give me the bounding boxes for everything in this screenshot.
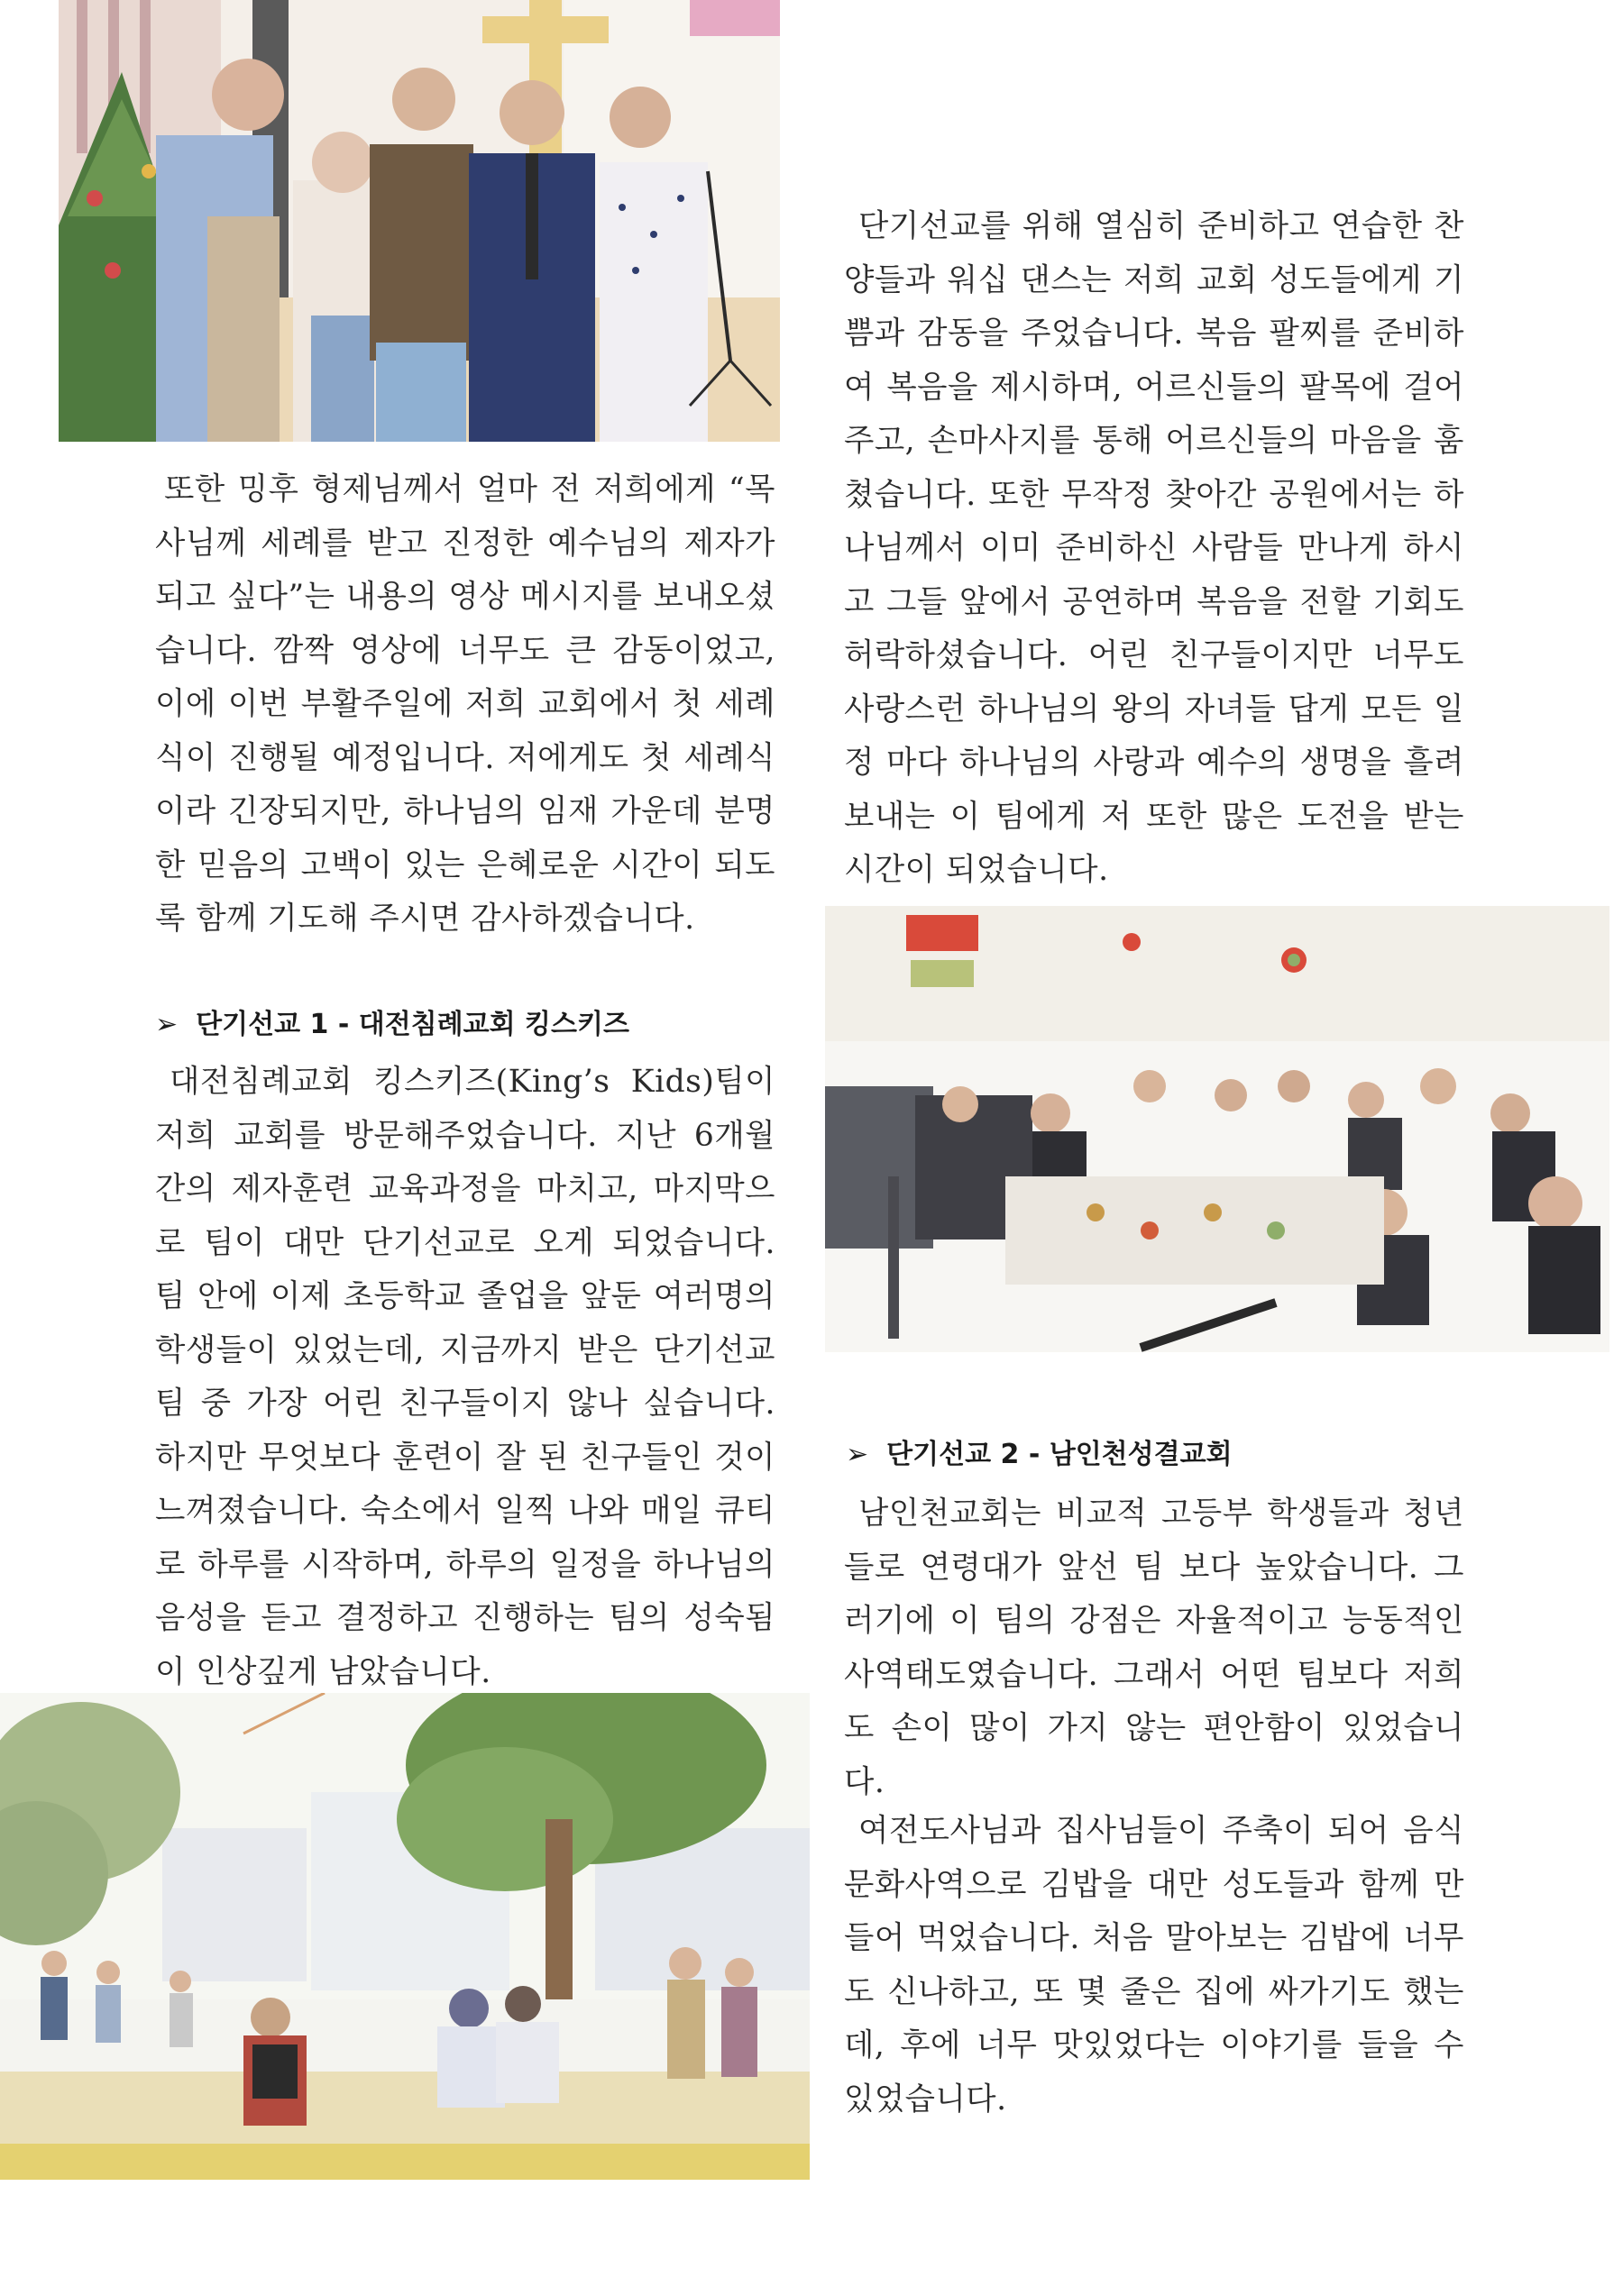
section-heading-kings-kids	[155, 1007, 786, 1043]
park-performance-photo	[0, 1693, 810, 2180]
left-paragraph-baptism: 또한 밍후 형제님께서 얼마 전 저희에게 “목사님께 세례를 받고 진정한 예수님의 제자가 되고 싶다”는 내용의 영상 메시지를 보내오셨습니다. 깜짝 영상에 너무도 큰 감동이었고, 이에 이번 부활주일에 저희 교회에서 첫 세례식이 진행될 예정입니다. 저에게도 첫 세례식이라 긴장되지만, 하나님의 임재 가운데 분명한 믿음의 고백이 있는 은혜로운 시간이 되도록 함께 기도해 주시면 감사하겠습니다.	[155, 471, 775, 937]
right-paragraph-kimbap: 여전도사님과 집사님들이 주축이 되어 음식 문화사역으로 김밥을 대만 성도들과 함께 만들어 먹었습니다. 처음 말아보는 김밥에 너무도 신나하고, 또 몇 줄은 집에 싸가기도 했는데, 후에 너무 맛있었다는 이야기를 들을 수 있었습니다.	[844, 1813, 1464, 2118]
section-heading-text: 단기선교 2 - 남인천성결교회	[886, 1439, 1233, 1470]
right-paragraph-nam-incheon: 남인천교회는 비교적 고등부 학생들과 청년들로 연령대가 앞선 팀 보다 높았습니다. 그러기에 이 팀의 강점은 자율적이고 능동적인 사역태도였습니다. 그래서 어떤 팀보다 저희도 손이 많이 가지 않는 편안함이 있었습니다.	[844, 1496, 1464, 1800]
arrow-bullet-icon: ➢	[155, 1009, 179, 1040]
right-paragraph-worship: 단기선교를 위해 열심히 준비하고 연습한 찬양들과 워십 댄스는 저희 교회 성도들에게 기쁨과 감동을 주었습니다. 복음 팔찌를 준비하여 복음을 제시하며, 어르신들의 팔목에 걸어주고, 손마사지를 통해 어르신들의 마음을 훔쳤습니다. 또한 무작정 찾아간 공원에서는 하나님께서 이미 준비하신 사람들 만나게 하시고 그들 앞에서 공연하며 복음을 전할 기회도 허락하셨습니다. 어린 친구들이지만 너무도 사랑스런 하나님의 왕의 자녀들 답게 모든 일정 마다 하나님의 사랑과 예수의 생명을 흘려 보내는 이 팀에게 저 또한 많은 도전을 받는 시간이 되었습니다.	[844, 208, 1464, 888]
section-heading-text: 단기선교 1 - 대전침례교회 킹스키즈	[196, 1009, 629, 1040]
left-paragraph-kings-kids: 대전침례교회 킹스키즈(King’s Kids)팀이 저희 교회를 방문해주었습니다. 지난 6개월간의 제자훈련 교육과정을 마치고, 마지막으로 팀이 대만 단기선교로 오게 되었습니다. 팀 안에 이제 초등학교 졸업을 앞둔 여러명의 학생들이 있었는데, 지금까지 받은 단기선교팀 중 가장 어린 친구들이지 않나 싶습니다. 하지만 무엇보다 훈련이 잘 된 친구들인 것이 느껴졌습니다. 숙소에서 일찍 나와 매일 큐티로 하루를 시작하며, 하루의 일정을 하나님의 음성을 듣고 결정하고 진행하는 팀의 성숙됨이 인상깊게 남았습니다.	[155, 1064, 775, 1690]
arrow-bullet-icon: ➢	[846, 1439, 869, 1470]
fellowship-meal-photo	[825, 906, 1609, 1352]
section-heading-nam-incheon	[846, 1437, 1477, 1473]
group-photo-church-stage	[59, 0, 780, 442]
